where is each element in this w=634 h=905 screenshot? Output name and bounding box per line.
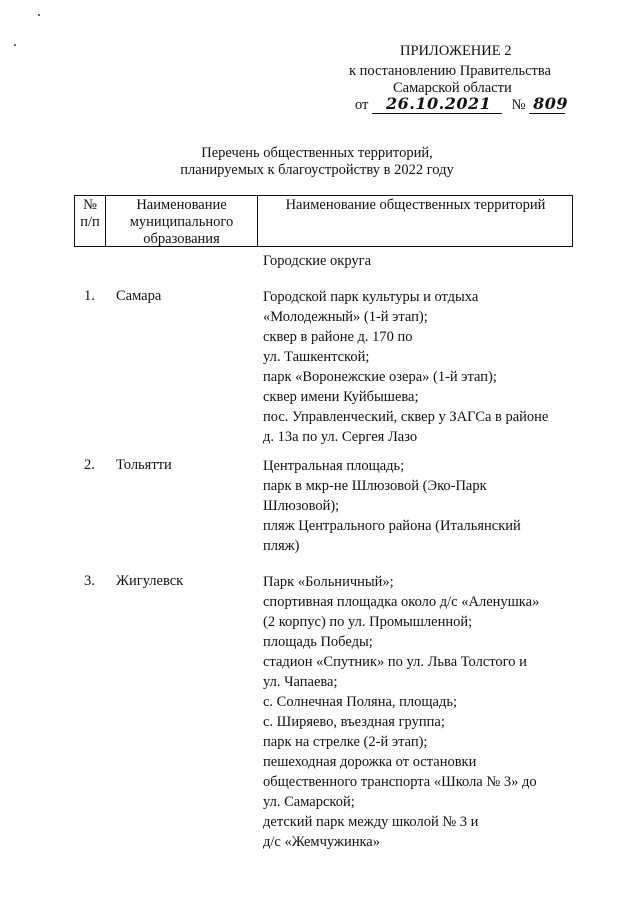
territory-line: парк в мкр-не Шлюзовой (Эко-Парк [263, 478, 487, 494]
territory-line: ул. Самарской; [263, 794, 355, 810]
row-number: 3. [84, 573, 95, 589]
territory-line: с. Ширяево, въездная группа; [263, 714, 445, 730]
territory-line: детский парк между школой № 3 и [263, 814, 479, 830]
header-municipality-column [106, 197, 257, 248]
header-territories-column [258, 197, 573, 214]
territory-line: Центральная площадь; [263, 458, 405, 474]
territory-line: пешеходная дорожка от остановки [263, 754, 477, 770]
table-header [74, 195, 573, 247]
territory-line: пос. Управленческий, сквер у ЗАГСа в районе [263, 409, 549, 425]
header-territories-label: Наименование общественных территорий [285, 197, 546, 213]
header-number-column [75, 197, 105, 231]
row-territories [263, 456, 583, 556]
row-territories [263, 287, 583, 447]
doc-title-line-2: планируемых к благоустройству в 2022 году [180, 162, 454, 178]
territory-line: д/с «Жемчужинка» [263, 834, 380, 850]
header-municipality-line: образования [143, 231, 220, 247]
row-municipality: Самара [116, 288, 162, 304]
territory-line: пляж Центрального района (Итальянский [263, 518, 521, 534]
territory-line: спортивная площадка около д/с «Аленушка» [263, 594, 540, 610]
territory-line: (2 корпус) по ул. Промышленной; [263, 614, 473, 630]
territory-line: «Молодежный» (1-й этап); [263, 309, 428, 325]
territory-line: ул. Ташкентской; [263, 349, 370, 365]
number-field [529, 94, 569, 114]
appendix-date-line [355, 94, 569, 114]
territory-line: с. Солнечная Поляна, площадь; [263, 694, 458, 710]
doc-title-line-1: Перечень общественных территорий, [201, 145, 433, 161]
header-municipality-line: муниципального [129, 214, 234, 230]
appendix-resolution-line: к постановлению Правительства [349, 63, 551, 79]
territory-line: площадь Победы; [263, 634, 373, 650]
header-number-line: п/п [80, 214, 100, 230]
territory-line: сквер в районе д. 170 по [263, 329, 413, 345]
territory-line: общественного транспорта «Школа № 3» до [263, 774, 537, 790]
number-prefix: № [511, 97, 526, 113]
header-municipality-line: Наименование [136, 197, 227, 213]
appendix-region-line: Самарской области [393, 80, 512, 96]
territory-line: Парк «Больничный»; [263, 574, 394, 590]
territory-line: парк «Воронежские озера» (1-й этап); [263, 369, 497, 385]
territory-line: д. 13а по ул. Сергея Лазо [263, 429, 418, 445]
appendix-title: ПРИЛОЖЕНИЕ 2 [400, 43, 512, 59]
header-number-line: № [83, 197, 97, 213]
row-municipality: Жигулевск [116, 573, 184, 589]
territory-line: пляж) [263, 538, 300, 554]
row-municipality: Тольятти [116, 457, 172, 473]
scan-speck [38, 14, 40, 16]
territory-line: Шлюзовой); [263, 498, 340, 514]
section-label: Городские округа [262, 253, 372, 269]
date-prefix: от [355, 97, 369, 113]
territory-line: стадион «Спутник» по ул. Льва Толстого и [263, 654, 527, 670]
territory-line: Городской парк культуры и отдыха [263, 289, 479, 305]
territory-line: сквер имени Куйбышева; [263, 389, 419, 405]
handwritten-number: 809 [533, 94, 569, 113]
row-number: 1. [84, 288, 95, 304]
territory-line: ул. Чапаева; [263, 674, 338, 690]
handwritten-date: 26.10.2021 [386, 94, 492, 113]
date-field [372, 96, 502, 114]
row-territories [263, 572, 583, 852]
territory-line: парк на стрелке (2-й этап); [263, 734, 428, 750]
row-number: 2. [84, 457, 95, 473]
scan-speck [14, 44, 16, 46]
